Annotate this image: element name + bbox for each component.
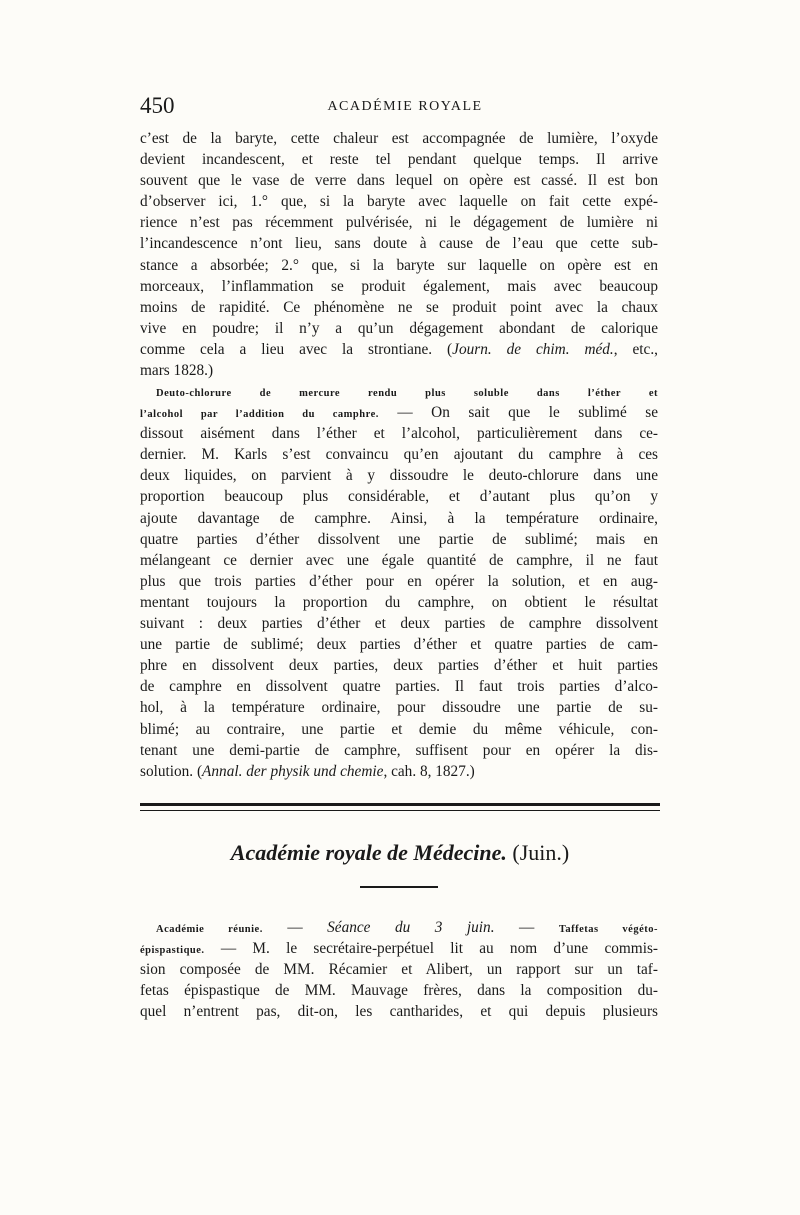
session-date: Séance du 3 juin. bbox=[327, 919, 495, 936]
text-line: mélangeant ce dernier avec une égale quantité de camphre, il ne faut bbox=[140, 551, 658, 569]
text-line bbox=[140, 381, 658, 402]
section-title bbox=[140, 840, 660, 866]
running-head: ACADÉMIE ROYALE bbox=[327, 99, 483, 114]
text-line: plus que trois parties d’éther pour en opérer la solution, et en aug- bbox=[140, 572, 658, 590]
article-heading: Académie réunie. bbox=[156, 924, 263, 935]
text-line: blimé; au contraire, une partie et demie du même véhicule, con- bbox=[140, 720, 658, 738]
text-line: d’observer ici, 1.° que, si la baryte avec laquelle on fait cette expé- bbox=[140, 193, 658, 211]
article-heading: Taffetas végéto- bbox=[558, 924, 658, 935]
text-run: , cah. 8, 1827.) bbox=[383, 762, 475, 780]
text-run: solution. ( bbox=[140, 762, 203, 780]
thick-rule bbox=[140, 803, 660, 806]
paragraph-deuto-chlorure bbox=[140, 381, 658, 782]
text-line bbox=[140, 917, 658, 938]
text-line: mars 1828.) bbox=[140, 362, 214, 380]
text-line: moins de rapidité. Ce phénomène ne se produit point avec la chaux bbox=[140, 298, 658, 316]
text-run: — On sait que le sublimé se bbox=[378, 404, 659, 422]
article-heading-cont: épispastique. bbox=[140, 945, 205, 957]
text-line: ajoute davantage de camphre. Ainsi, à la température ordinaire, bbox=[140, 509, 658, 527]
short-rule bbox=[360, 886, 438, 888]
section-subtitle: (Juin.) bbox=[512, 840, 570, 865]
citation-prefix: comme cela a lieu avec la strontiane. ( bbox=[140, 340, 453, 358]
text-line: sion composée de MM. Récamier et Alibert, un rapport sur un taf- bbox=[140, 961, 658, 979]
paragraph-baryte bbox=[140, 128, 658, 381]
page-number: 450 bbox=[140, 93, 175, 118]
text-line bbox=[140, 938, 658, 959]
text-line: dissout aisément dans l’éther et l’alcohol, particulièrement dans ce- bbox=[140, 425, 658, 443]
citation-suffix: , etc., bbox=[613, 340, 658, 358]
text-line: quatre parties d’éther dissolvent une partie de sublimé; mais en bbox=[140, 530, 658, 548]
text-line: suivant : deux parties d’éther et deux parties de camphre dissolvent bbox=[140, 615, 658, 633]
text-line: stance a absorbée; 2.° que, si la baryte sur laquelle on opère est en bbox=[140, 256, 658, 274]
thin-rule bbox=[140, 810, 660, 811]
paragraph-seance bbox=[140, 917, 658, 1022]
text-line: tenant une demi-partie de camphre, suffisent pour en opérer la dis- bbox=[140, 741, 658, 759]
text-line: phre en dissolvent deux parties, deux parties d’éther et huit parties bbox=[140, 657, 658, 675]
text-run: — bbox=[262, 919, 328, 936]
text-line bbox=[140, 761, 658, 782]
article-heading-cont: l’alcohol par l’addition du camphre. bbox=[140, 409, 379, 421]
text-line: quel n’entrent pas, dit-on, les cantharides, et qui depuis plusieurs bbox=[140, 1003, 658, 1021]
text-line: l’incandescence n’ont lieu, sans doute à cause de l’eau que cette sub- bbox=[140, 235, 658, 253]
citation-journal: Annal. der physik und chemie bbox=[202, 762, 384, 780]
text-line: rience n’est pas récemment pulvérisée, ni le dégagement de lumière ni bbox=[140, 214, 658, 232]
text-line: hol, à la température ordinaire, pour dissoudre une partie de su- bbox=[140, 699, 658, 717]
citation-journal: Journ. de chim. méd. bbox=[452, 340, 614, 358]
text-line: de camphre en dissolvent quatre parties. Il faut trois parties d’alco- bbox=[140, 678, 658, 696]
text-line: une partie de sublimé; deux parties d’éther et quatre parties de cam- bbox=[140, 636, 658, 654]
text-line: vive en poudre; il n’y a qu’un dégagement abondant de calorique bbox=[140, 319, 658, 337]
text-line: proportion beaucoup plus considérable, et d’autant plus qu’on y bbox=[140, 488, 658, 506]
text-line: mentant toujours la proportion du camphre, on obtient le résultat bbox=[140, 593, 658, 611]
article-heading: Deuto-chlorure de mercure rendu plus soluble dans l’éther et bbox=[156, 388, 658, 399]
text-line: deux liquides, on parvient à y dissoudre le deuto-chlorure dans une bbox=[140, 467, 658, 485]
text-run: — M. le secrétaire-perpétuel lit au nom d’une commis- bbox=[204, 940, 658, 958]
section-divider bbox=[140, 803, 660, 811]
text-line: dernier. M. Karls s’est convaincu qu’en ajoutant du camphre à ces bbox=[140, 446, 658, 464]
text-run: — bbox=[494, 919, 559, 936]
text-line bbox=[140, 402, 658, 423]
text-line bbox=[140, 339, 658, 360]
text-line: souvent que le vase de verre dans lequel on opère est cassé. Il est bon bbox=[140, 172, 658, 190]
section-title-text: Académie royale de Médecine. bbox=[230, 840, 507, 865]
text-line: c’est de la baryte, cette chaleur est accompagnée de lumière, l’oxyde bbox=[140, 130, 658, 147]
text-line: morceaux, l’inflammation se produit également, mais avec beaucoup bbox=[140, 277, 658, 295]
text-line: devient incandescent, et reste tel pendant quelque temps. Il arrive bbox=[140, 151, 658, 169]
page-header bbox=[140, 93, 670, 123]
text-line: fetas épispastique de MM. Mauvage frères, dans la composition du- bbox=[140, 982, 658, 1000]
